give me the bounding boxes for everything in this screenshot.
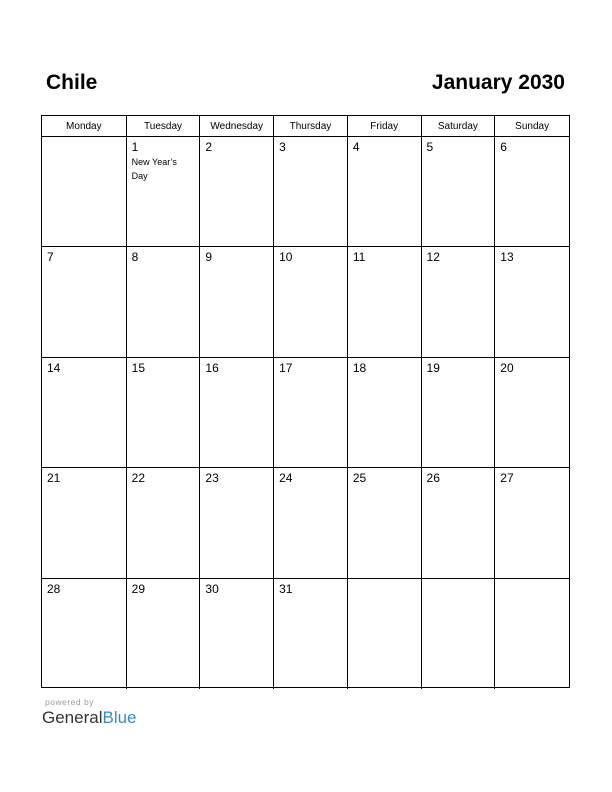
day-cell[interactable] (422, 247, 496, 356)
day-cell[interactable] (200, 579, 274, 689)
day-cell[interactable] (348, 137, 422, 246)
day-number: 31 (279, 581, 293, 596)
day-number: 20 (500, 360, 514, 375)
holiday-label: New Year’s Day (131, 157, 177, 181)
day-number: 29 (131, 581, 146, 596)
day-number: 12 (426, 250, 440, 265)
day-number: 11 (352, 250, 366, 265)
day-cell[interactable] (42, 579, 127, 689)
weekday-header-row (42, 116, 569, 137)
day-cell[interactable] (200, 247, 274, 356)
day-cell[interactable] (42, 247, 127, 356)
day-cell[interactable] (348, 468, 422, 577)
day-number: 17 (279, 360, 293, 375)
day-cell[interactable] (274, 358, 348, 467)
day-number: 16 (205, 360, 219, 375)
weekday-header: Thursday (274, 116, 348, 136)
day-number: 26 (426, 471, 440, 486)
day-cell[interactable] (348, 247, 422, 356)
day-cell[interactable] (127, 358, 201, 467)
day-cell[interactable] (274, 247, 348, 356)
day-cell[interactable] (200, 358, 274, 467)
day-number: 8 (131, 250, 139, 265)
day-number: 21 (47, 471, 61, 486)
day-number: 4 (352, 140, 360, 154)
weekday-header: Tuesday (127, 116, 201, 136)
week-row (42, 247, 569, 357)
day-cell[interactable] (200, 468, 274, 577)
day-cell[interactable] (127, 137, 201, 246)
day-cell[interactable] (348, 579, 422, 689)
brand-general: General (42, 708, 103, 727)
day-cell[interactable] (200, 137, 274, 246)
weekday-header: Sunday (515, 120, 550, 132)
day-cell[interactable] (422, 579, 496, 689)
day-cell[interactable] (274, 468, 348, 577)
weekday-header: Friday (348, 116, 422, 136)
day-number: 23 (205, 471, 219, 486)
day-cell[interactable] (348, 358, 422, 467)
day-cell[interactable] (42, 468, 127, 577)
day-number: 15 (131, 360, 146, 375)
day-cell[interactable] (495, 247, 569, 356)
day-number: 1 (131, 140, 139, 154)
day-cell[interactable] (495, 579, 569, 689)
day-cell[interactable] (127, 468, 201, 577)
day-cell[interactable] (495, 137, 569, 246)
week-row (42, 137, 569, 247)
day-cell[interactable] (495, 468, 569, 577)
day-cell[interactable] (42, 358, 127, 467)
weekday-header: Wednesday (200, 116, 274, 136)
day-number: 13 (500, 250, 514, 265)
day-number: 25 (352, 471, 367, 486)
day-number: 9 (205, 250, 213, 265)
day-cell[interactable] (42, 137, 127, 246)
day-number: 5 (426, 140, 434, 154)
day-cell[interactable] (422, 137, 496, 246)
day-cell[interactable] (422, 468, 496, 577)
week-row (42, 468, 569, 578)
day-cell[interactable] (127, 579, 201, 689)
day-number: 2 (205, 140, 213, 154)
day-number: 14 (47, 360, 61, 375)
day-number: 24 (279, 471, 293, 486)
country-title: Chile (46, 71, 98, 94)
brand-blue: Blue (102, 708, 137, 727)
day-number: 19 (426, 360, 440, 375)
day-cell[interactable] (127, 247, 201, 356)
day-cell[interactable] (422, 358, 496, 467)
month-title: January 2030 (431, 71, 565, 94)
day-number: 27 (500, 471, 514, 486)
day-number: 6 (500, 140, 507, 154)
week-row (42, 579, 569, 689)
day-number: 3 (279, 140, 286, 154)
calendar-grid (41, 115, 570, 688)
day-number: 18 (352, 360, 367, 375)
generalblue-logo[interactable] (42, 708, 137, 728)
weekday-header: Monday (42, 116, 127, 136)
day-cell[interactable] (274, 579, 348, 689)
day-cell[interactable] (495, 358, 569, 467)
day-number: 10 (279, 250, 293, 265)
powered-by-text: powered by (45, 697, 94, 707)
week-row (42, 358, 569, 468)
weekday-header: Saturday (422, 116, 496, 136)
day-cell[interactable] (274, 137, 348, 246)
day-number: 30 (205, 581, 219, 596)
day-number: 22 (131, 471, 146, 486)
day-number: 7 (47, 250, 54, 265)
day-number: 28 (47, 581, 61, 596)
